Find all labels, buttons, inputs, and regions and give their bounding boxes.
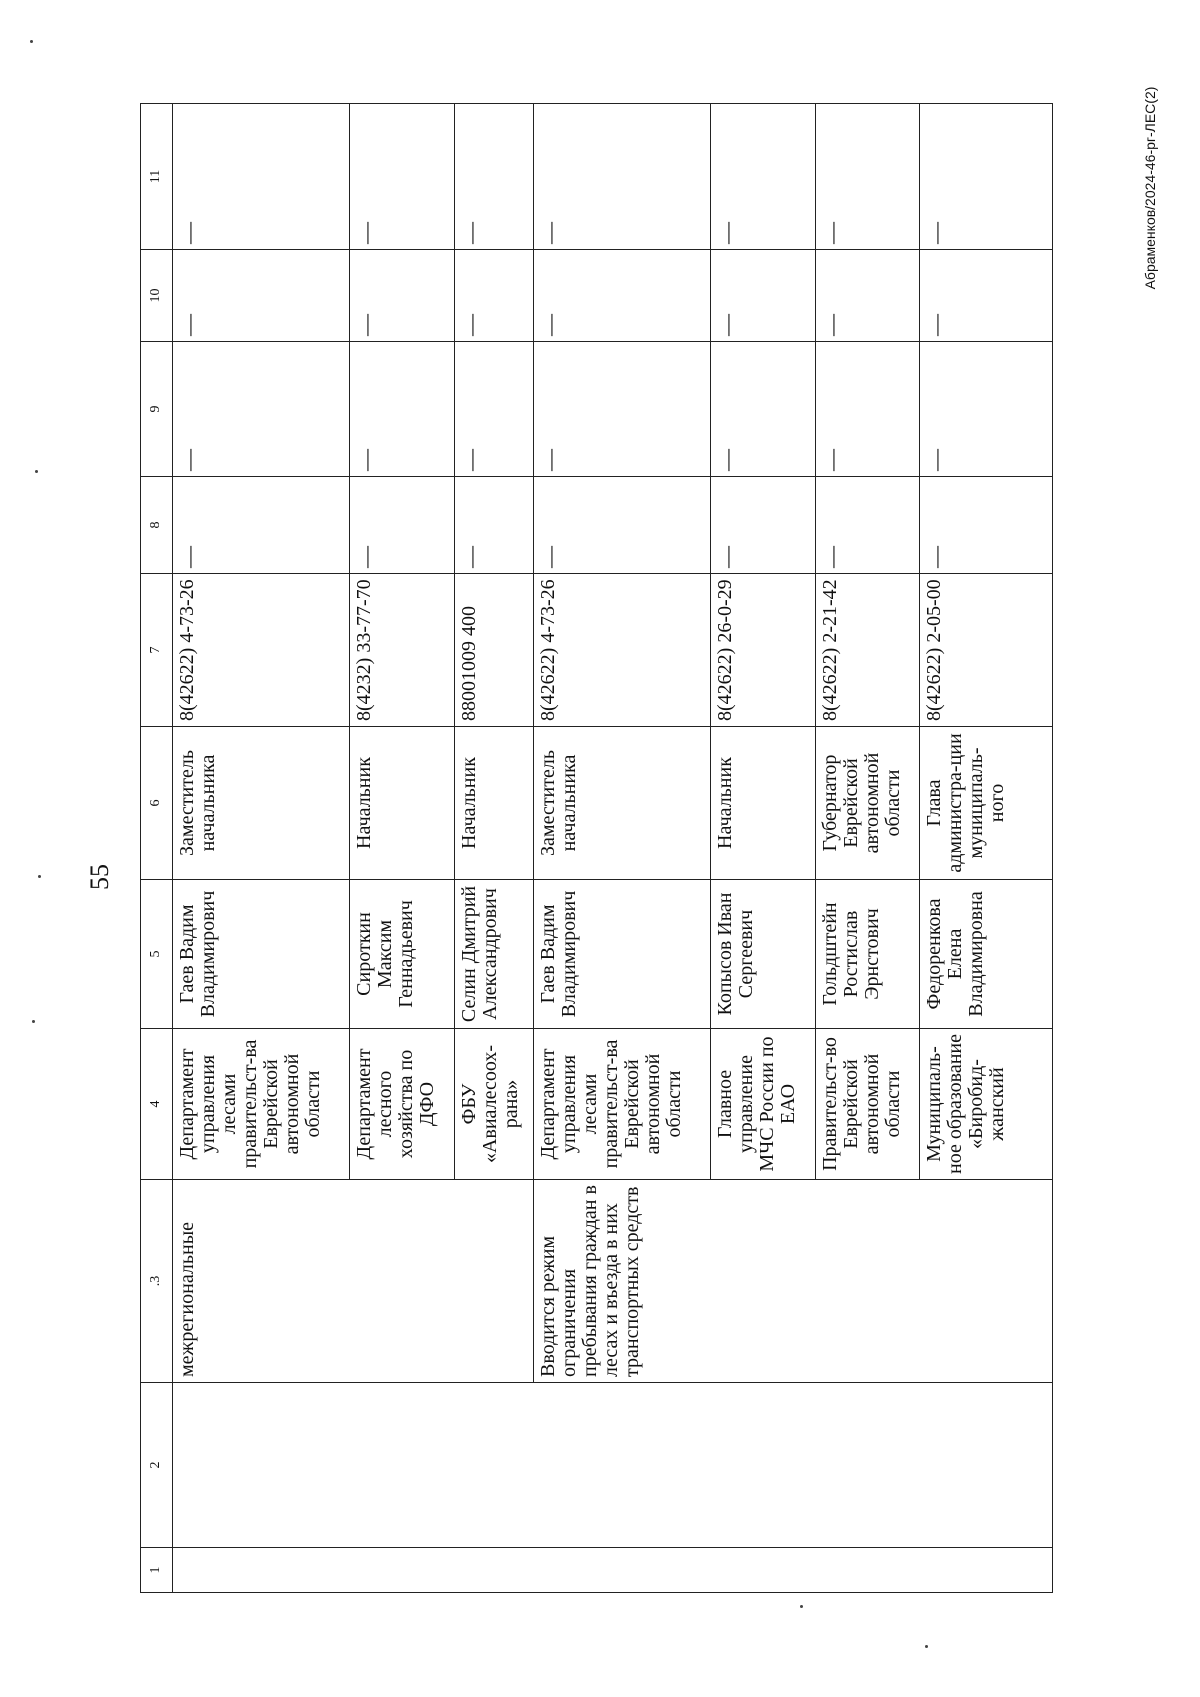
scan-speck [800,1605,803,1608]
cell-col8: — [173,477,350,574]
cell-col10: — [454,250,533,342]
cell-person: Гольдштейн Ростислав Эрнстович [815,880,920,1029]
cell-person: Селин Дмитрий Александрович [454,880,533,1029]
cell-col11: — [454,104,533,250]
cell-phone: 8(42622) 26-0-29 [710,574,815,727]
cell-position: Заместитель начальника [173,727,350,880]
cell-col11: — [173,104,350,250]
col-header-1: 1 [141,1548,173,1593]
cell-organization: Департамент лесного хозяйства по ДФО [349,1029,454,1180]
cell-col9: — [173,342,350,477]
cell-organization: Муниципаль-ное образование «Биробид-жанский [920,1029,1053,1180]
cell-col10: — [920,250,1053,342]
cell-position: Начальник [710,727,815,880]
cell-col8: — [710,477,815,574]
cell-phone: 8(4232) 33-77-70 [349,574,454,727]
cell-col9: — [454,342,533,477]
col-header-4: 4 [141,1029,173,1180]
scan-speck [925,1645,928,1648]
cell-phone: 8(42622) 2-21-42 [815,574,920,727]
cell-col9: — [710,342,815,477]
cell-person: Копысов Иван Сергеевич [710,880,815,1029]
cell-phone: 88001009 400 [454,574,533,727]
cell-col8: — [920,477,1053,574]
col-header-3: .3 [141,1180,173,1383]
cell-person: Гаев Вадим Владимирович [173,880,350,1029]
cell-position: Начальник [349,727,454,880]
page-number: 55 [85,864,114,890]
cell-person: Сироткин Максим Геннадьевич [349,880,454,1029]
cell-position: Начальник [454,727,533,880]
scan-speck [30,40,33,43]
table-row [534,104,711,1593]
col-header-5: 5 [141,880,173,1029]
col-header-11: 11 [141,104,173,250]
cell-col9: — [534,342,711,477]
col-header-7: 7 [141,574,173,727]
cell-person: Гаев Вадим Владимирович [534,880,711,1029]
cell-col8: — [815,477,920,574]
document-code: Абраменков/2024-46-рг-ЛЕС(2) [1142,86,1158,290]
cell-organization: ФБУ «Авиалесоох-рана» [454,1029,533,1180]
cell-phone: 8(42622) 4-73-26 [534,574,711,727]
cell-position: Заместитель начальника [534,727,711,880]
cell-col11: — [349,104,454,250]
cell-col8: — [454,477,533,574]
cell-col9: — [920,342,1053,477]
cell-col11: — [710,104,815,250]
cell-col11: — [815,104,920,250]
data-table [140,103,1053,1593]
col-header-10: 10 [141,250,173,342]
col-header-9: 9 [141,342,173,477]
cell-col10: — [710,250,815,342]
cell-col11: — [534,104,711,250]
cell-col10: — [173,250,350,342]
cell-col1 [173,1548,1053,1593]
cell-col11: — [920,104,1053,250]
col-header-8: 8 [141,477,173,574]
cell-organization: Правительст-во Еврейской автономной области [815,1029,920,1180]
cell-col9: — [349,342,454,477]
cell-category: межрегиональные [173,1180,534,1383]
table-row [173,104,350,1593]
scan-speck [35,470,38,473]
rotated-table-container [140,104,1053,1593]
header-row [141,104,173,1593]
cell-person: Федоренкова Елена Владимировна [920,880,1053,1029]
cell-col2 [173,1383,1053,1548]
cell-category: Вводится режим ограничения пребывания граждан в лесах и въезда в них транспортных средств [534,1180,1053,1383]
scan-speck [38,875,41,878]
cell-organization: Главное управление МЧС России по ЕАО [710,1029,815,1180]
cell-position: Глава администра-ции муниципаль-ного [920,727,1053,880]
cell-phone: 8(42622) 4-73-26 [173,574,350,727]
cell-organization: Департамент управления лесами правительст-ва Еврейской автономной области [534,1029,711,1180]
cell-phone: 8(42622) 2-05-00 [920,574,1053,727]
cell-col9: — [815,342,920,477]
cell-col10: — [349,250,454,342]
cell-col8: — [534,477,711,574]
cell-col10: — [534,250,711,342]
cell-col10: — [815,250,920,342]
cell-organization: Департамент управления лесами правительст-ва Еврейской автономной области [173,1029,350,1180]
col-header-2: 2 [141,1383,173,1548]
cell-col8: — [349,477,454,574]
col-header-6: 6 [141,727,173,880]
scan-speck [32,1020,35,1023]
cell-position: Губернатор Еврейской автономной области [815,727,920,880]
